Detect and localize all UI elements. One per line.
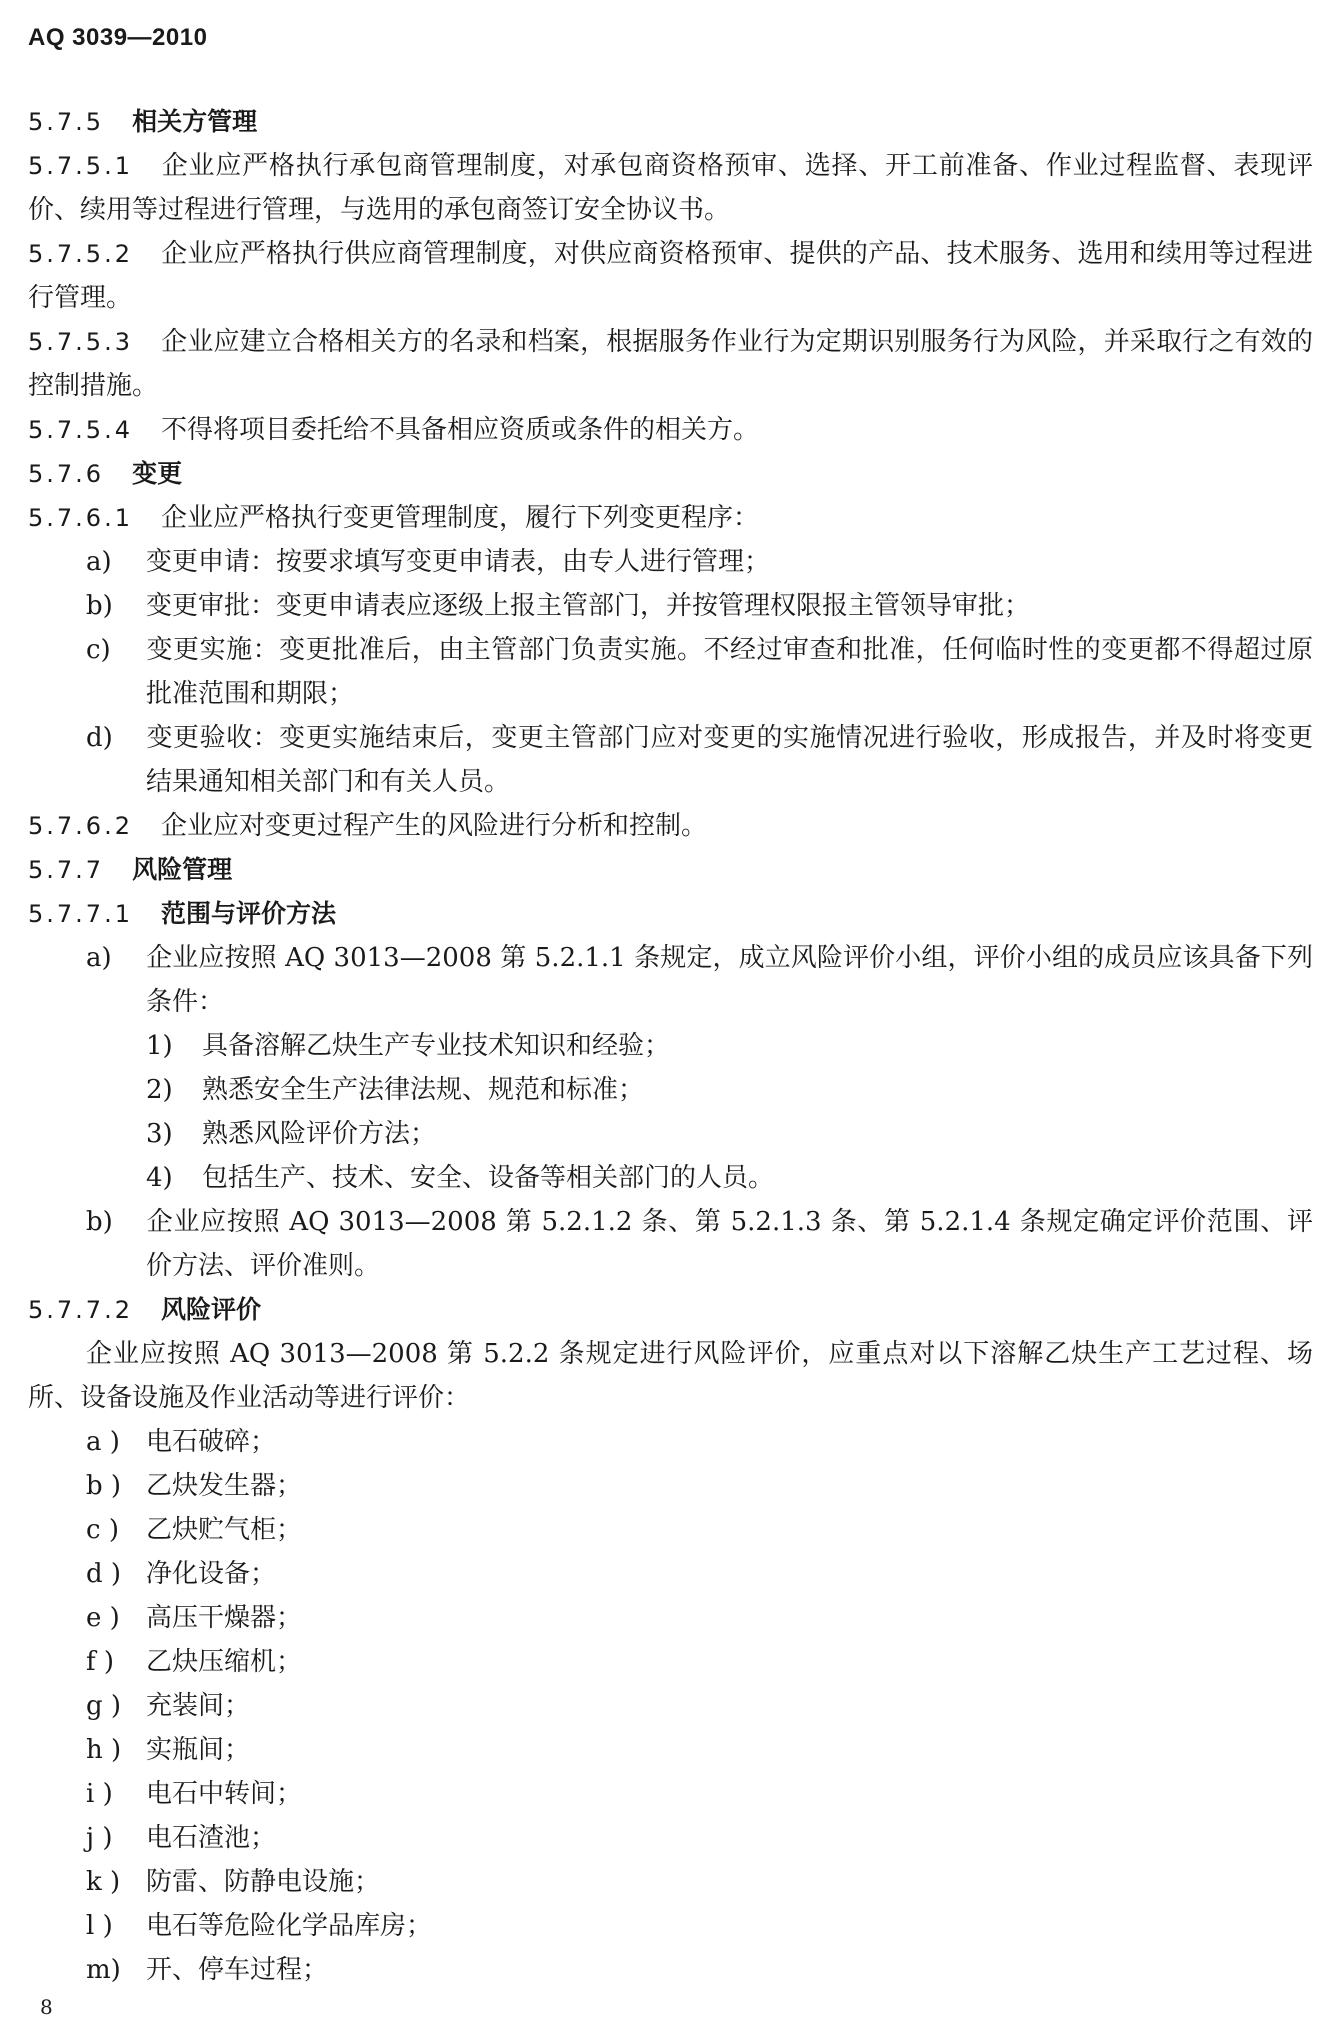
- list-item: b ) 乙炔发生器；: [86, 1471, 303, 1501]
- clause: 5.7.5.4 不得将项目委托给不具备相应资质或条件的相关方。: [28, 415, 759, 445]
- list-item: h ) 实瓶间；: [86, 1735, 251, 1765]
- list-item: d ) 净化设备；: [86, 1559, 277, 1589]
- section-heading: 5.7.5 相关方管理: [28, 107, 258, 136]
- clause: 5.7.6.1 企业应严格执行变更管理制度，履行下列变更程序：: [28, 503, 759, 533]
- section-heading: 5.7.7 风险管理: [28, 855, 233, 884]
- risk-list: [28, 1420, 1313, 1992]
- standard-code: AQ 3039—2010: [28, 24, 208, 51]
- list-item: k ) 防雷、防静电设施；: [86, 1867, 381, 1897]
- list-item: 3) 熟悉风险评价方法；: [146, 1119, 437, 1149]
- list-item: g ) 充装间；: [86, 1691, 251, 1721]
- list-item: 1) 具备溶解乙炔生产专业技术知识和经验；: [146, 1031, 671, 1061]
- list-item: 4) 包括生产、技术、安全、设备等相关部门的人员。: [146, 1163, 775, 1193]
- clause: 5.7.5.2 企业应严格执行供应商管理制度，对供应商资格预审、提供的产品、技术服务、选用和续用等过程进行管理。: [28, 239, 1313, 313]
- paragraph: 企业应按照 AQ 3013—2008 第 5.2.2 条规定进行风险评价，应重点对以下溶解乙炔生产工艺过程、场所、设备设施及作业活动等进行评价：: [28, 1339, 1313, 1413]
- list-item: m) 开、停车过程；: [86, 1955, 329, 1985]
- list-item: a) 企业应按照 AQ 3013—2008 第 5.2.1.1 条规定，成立风险评价小组，评价小组的成员应该具备下列条件：: [86, 943, 1313, 1017]
- list-item: 2) 熟悉安全生产法律法规、规范和标准；: [146, 1075, 645, 1105]
- list-item: d) 变更验收：变更实施结束后，变更主管部门应对变更的实施情况进行验收，形成报告，并及时将变更结果通知相关部门和有关人员。: [86, 723, 1313, 797]
- subsection-heading: 5.7.7.2 风险评价: [28, 1295, 261, 1324]
- subsection-heading: 5.7.7.1 范围与评价方法: [28, 899, 336, 928]
- document-body: [28, 100, 1313, 1992]
- list-item: a) 变更申请：按要求填写变更申请表，由专人进行管理；: [86, 547, 771, 577]
- list-item: i ) 电石中转间；: [86, 1779, 303, 1809]
- page-number: 8: [40, 1995, 53, 2019]
- list-item: c ) 乙炔贮气柜；: [86, 1515, 303, 1545]
- list-item: j ) 电石渣池；: [86, 1823, 277, 1853]
- list-item: a ) 电石破碎；: [86, 1427, 277, 1457]
- list-item: c) 变更实施：变更批准后，由主管部门负责实施。不经过审查和批准，任何临时性的变更都不得超过原批准范围和期限；: [86, 635, 1313, 709]
- list-item: b) 变更审批：变更申请表应逐级上报主管部门，并按管理权限报主管领导审批；: [86, 591, 1031, 621]
- clause: 5.7.5.1 企业应严格执行承包商管理制度，对承包商资格预审、选择、开工前准备、作业过程监督、表现评价、续用等过程进行管理，与选用的承包商签订安全协议书。: [28, 151, 1313, 225]
- list-item: e ) 高压干燥器；: [86, 1603, 303, 1633]
- list-item: b) 企业应按照 AQ 3013—2008 第 5.2.1.2 条、第 5.2.1.3 条、第 5.2.1.4 条规定确定评价范围、评价方法、评价准则。: [86, 1207, 1313, 1281]
- section-heading: 5.7.6 变更: [28, 459, 183, 488]
- clause: 5.7.6.2 企业应对变更过程产生的风险进行分析和控制。: [28, 811, 707, 841]
- list-item: l ) 电石等危险化学品库房；: [86, 1911, 433, 1941]
- clause: 5.7.5.3 企业应建立合格相关方的名录和档案，根据服务作业行为定期识别服务行为风险，并采取行之有效的控制措施。: [28, 327, 1313, 401]
- list-item: f ) 乙炔压缩机；: [86, 1647, 303, 1677]
